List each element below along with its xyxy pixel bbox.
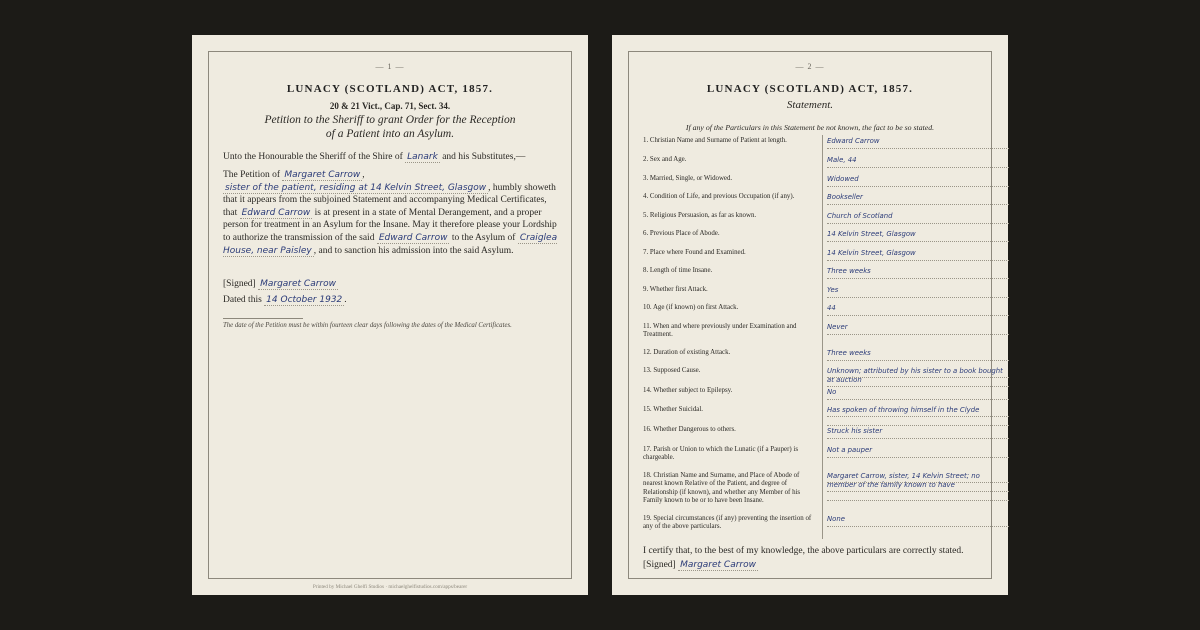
- asylum-name-field: Craiglea House, near Paisley: [223, 232, 558, 256]
- row-question: 2. Sex and Age.: [643, 156, 687, 163]
- row-question: 1. Christian Name and Surname of Patient at length.: [643, 137, 787, 144]
- certify-text: I certify that, to the best of my knowledge, the above particulars are correctly stated.: [643, 546, 964, 556]
- row-answer: Not a pauper: [827, 446, 873, 454]
- statement-intro: If any of the Particulars in this Statement be not known, the fact to be so stated.: [685, 123, 935, 132]
- petitioner-field: Margaret Carrow: [284, 170, 361, 180]
- row-answer: Three weeks: [827, 267, 871, 275]
- row-answer: Widowed: [827, 175, 859, 183]
- petition-prefix: The Petition of: [223, 170, 280, 180]
- row-question: 5. Religious Persuasion, as far as known.: [643, 212, 757, 219]
- row-question: 16. Whether Dangerous to others.: [643, 426, 736, 433]
- statement-page: [612, 35, 1008, 595]
- page-number: — 2 —: [795, 62, 825, 71]
- footnote: The date of the Petition must be within fourteen clear days following the dates of the Medical Certificates.: [223, 322, 512, 329]
- row-answer: Margaret Carrow, sister, 14 Kelvin Street; no member of the family known to have: [827, 472, 980, 490]
- row-answer: Has spoken of throwing himself in the Clyde: [827, 406, 980, 414]
- derangement-text: is at present in a state of Mental Derangement, and a proper person for treatment in an Asylum for the Insane. May it therefore please your Lordship to authorize the transmission of the said: [223, 207, 557, 243]
- footnote-rule: [223, 318, 303, 319]
- to-asylum-text: to the Asylum of: [451, 232, 516, 243]
- row-question: 17. Parish or Union to which the Lunatic (if a Pauper) is chargeable.: [643, 446, 799, 462]
- row-answer: Yes: [827, 286, 839, 294]
- certification: [643, 544, 973, 572]
- row-answer: No: [827, 388, 837, 396]
- certifier-signature: Margaret Carrow: [680, 560, 756, 570]
- and-to-text: , and to: [313, 245, 342, 256]
- address-suffix: and his Substitutes,—: [442, 152, 526, 162]
- dated-line: Dated this 14 October 1932 .: [223, 295, 347, 305]
- row-answer: 44: [827, 304, 836, 312]
- row-answer: 14 Kelvin Street, Glasgow: [827, 230, 916, 238]
- petition-date-field: 14 October 1932: [266, 295, 343, 305]
- row-question: 4. Condition of Life, and previous Occupation (if any).: [643, 193, 795, 200]
- row-answer: Edward Carrow: [827, 137, 880, 145]
- row-question: 6. Previous Place of Abode.: [643, 230, 720, 237]
- row-answer: Never: [827, 323, 848, 331]
- row-question: 8. Length of time Insane.: [643, 267, 713, 274]
- row-question: 3. Married, Single, or Widowed.: [643, 175, 733, 182]
- humbly-text: , humbly: [488, 182, 522, 193]
- row-answer: 14 Kelvin Street, Glasgow: [827, 249, 916, 257]
- row-question: 12. Duration of existing Attack.: [643, 349, 731, 356]
- petition-body: The Petition of Margaret Carrow , sister of the patient, residing at 14 Kelvin Street, Glasgow , humbly showeth that it appears from the subjoined Statement and accompanying Medical Certificates, that Edward Carrow is at present in a state of Mental Derangement, and a proper person for treatment in an Asylum for the Insane. May it therefore please your Lordship to authorize the transmission of the said Edward Carrow to the Asylum of Craiglea House, near Paisley , and to sanction his admission into the said Asylum.: [223, 170, 558, 256]
- signed-line: [223, 278, 559, 291]
- row-answer: Church of Scotland: [827, 212, 893, 220]
- row-answer: Struck his sister: [827, 427, 883, 435]
- row-question: 11. When and where previously under Examination and Treatment.: [643, 323, 797, 339]
- petition-address: [223, 151, 559, 164]
- page-number: — 1 —: [375, 62, 405, 71]
- address-prefix: Unto the Honourable the Sheriff of the Shire of: [223, 152, 403, 162]
- showeth-text: showeth that it appears from the subjoined Statement and accompanying Medical Certificates, that: [223, 182, 556, 218]
- statement-heading: Statement.: [786, 99, 834, 111]
- patient-name-field: Edward Carrow: [241, 207, 311, 218]
- row-question: 18. Christian Name and Surname, and Place of Abode of nearest known Relative of the Patient, and degree of Relationship (if known), and whether any Member of his Family known to be or to have been Insane.: [643, 472, 801, 504]
- row-question: 9. Whether first Attack.: [643, 286, 708, 293]
- row-question: 19. Special circumstances (if any) preventing the insertion of any of the above particulars.: [643, 515, 812, 531]
- row-question: 7. Place where Found and Examined.: [643, 249, 746, 256]
- act-citation: 20 & 21 Vict., Cap. 71, Sect. 34.: [329, 101, 451, 111]
- row-question: 15. Whether Suicidal.: [643, 406, 703, 413]
- sanction-text: sanction his admission into the said Asylum.: [344, 245, 514, 256]
- patient-name-field-2: Edward Carrow: [378, 232, 448, 243]
- shire-field: Lanark: [407, 152, 438, 162]
- act-title: LUNACY (SCOTLAND) ACT, 1857.: [706, 83, 914, 95]
- petition-heading-line2: of a Patient into an Asylum.: [325, 128, 455, 140]
- row-answer: Three weeks: [827, 349, 871, 357]
- petitioner-description-field: sister of the patient, residing at 14 Kelvin Street, Glasgow: [225, 182, 487, 193]
- printer-credit: Printed by Michael Ghelfi Studios · michaelghelfistudios.com/apps/bearer: [312, 584, 468, 590]
- petition-page: [192, 35, 588, 595]
- act-title: LUNACY (SCOTLAND) ACT, 1857.: [286, 83, 494, 95]
- dated-label: Dated this: [223, 295, 262, 305]
- signed-label: [Signed]: [643, 560, 676, 570]
- row-answer: Bookseller: [827, 193, 863, 201]
- column-divider: [822, 135, 823, 539]
- row-question: 10. Age (if known) on first Attack.: [643, 304, 739, 311]
- row-answer: Unknown; attributed by his sister to a book bought at auction: [827, 367, 1003, 385]
- row-answer: Male, 44: [827, 156, 857, 164]
- row-question: 13. Supposed Cause.: [643, 367, 701, 374]
- petition-heading-line1: Petition to the Sheriff to grant Order for the Reception: [264, 114, 516, 126]
- row-question: 14. Whether subject to Epilepsy.: [643, 387, 733, 394]
- signed-label: [Signed]: [223, 279, 256, 289]
- petitioner-signature: Margaret Carrow: [260, 279, 336, 289]
- row-answer: None: [827, 515, 845, 523]
